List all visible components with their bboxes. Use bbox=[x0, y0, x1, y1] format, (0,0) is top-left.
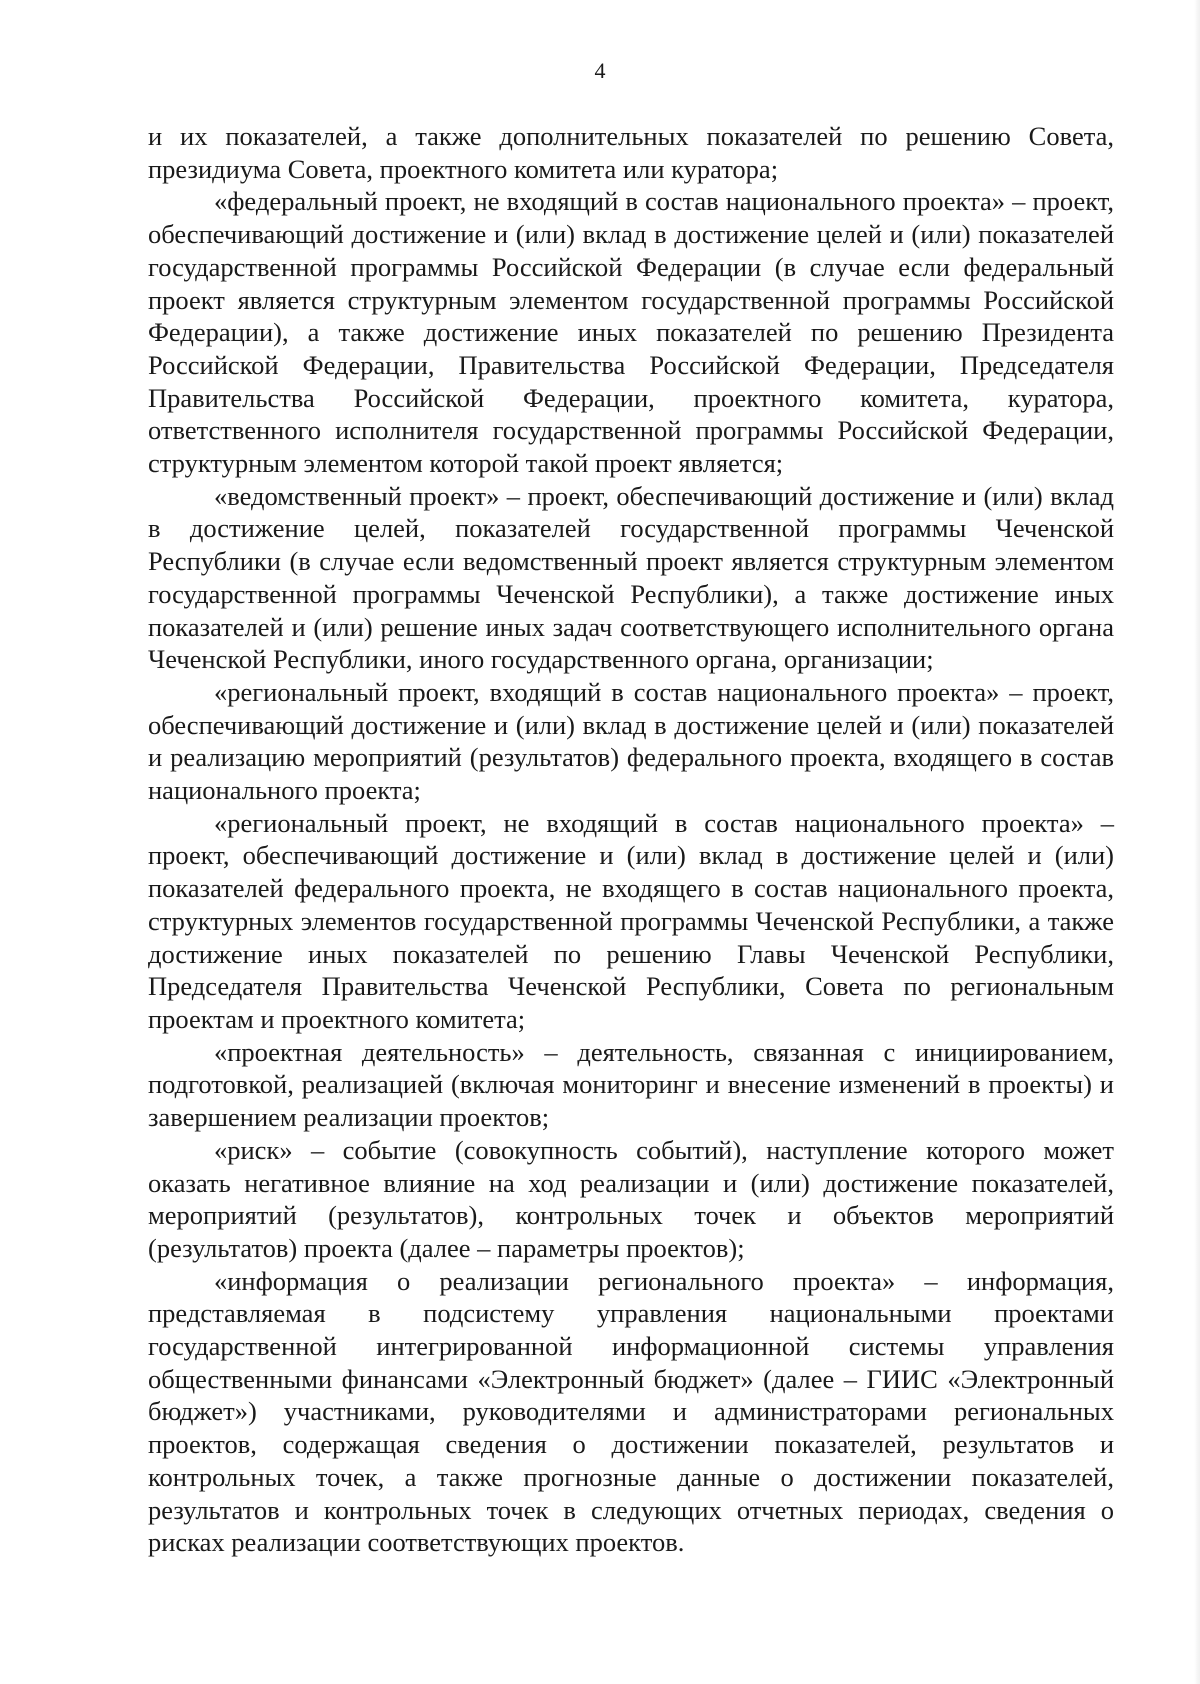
paragraph-departmental-project-definition: «ведомственный проект» – проект, обеспечивающий достижение и (или) вклад в достижение целей, показателей государственной программы Чеченской Республики (в случае если ведомственный проект является структурным элементом государственной программы Чеченской Республики), а также достижение иных показателей и (или) решение иных задач соответствующего исполнительного органа Чеченской Республики, иного государственного органа, организации; bbox=[148, 480, 1114, 675]
paragraph-regional-project-non-national-definition: «региональный проект, не входящий в состав национального проекта» – проект, обеспечивающий достижение и (или) вклад в достижение целей и (или) показателей федерального проекта, не входящего в состав национального проекта, структурных элементов государственной программы Чеченской Республики, а также достижение иных показателей по решению Главы Чеченской Республики, Председателя Правительства Чеченской Республики, Совета по региональным проектам и проектного комитета; bbox=[148, 807, 1114, 1034]
paragraph-implementation-info-definition: «информация о реализации регионального проекта» – информация, представляемая в подсистему управления национальными проектами государственной интегрированной информационной системы управления общественными финансами «Электронный бюджет» (далее – ГИИС «Электронный бюджет») участниками, руководителями и администраторами региональных проектов, содержащая сведения о достижении показателей, результатов и контрольных точек, а также прогнозные данные о достижении показателей, результатов и контрольных точек в следующих отчетных периодах, сведения о рисках реализации соответствующих проектов. bbox=[148, 1265, 1114, 1558]
page-number: 4 bbox=[594, 58, 606, 83]
paragraph-regional-project-national-definition: «региональный проект, входящий в состав национального проекта» – проект, обеспечивающий достижение и (или) вклад в достижение целей и (или) показателей и реализацию мероприятий (результатов) федерального проекта, входящего в состав национального проекта; bbox=[148, 676, 1114, 806]
paragraph-federal-project-definition: «федеральный проект, не входящий в состав национального проекта» – проект, обеспечивающий достижение и (или) вклад в достижение целей и (или) показателей государственной программы Российской Федерации (в случае если федеральный проект является структурным элементом государственной программы Российской Федерации), а также достижение иных показателей по решению Президента Российской Федерации, Правительства Российской Федерации, Председателя Правительства Российской Федерации, проектного комитета, куратора, ответственного исполнителя государственной программы Российской Федерации, структурным элементом которой такой проект является; bbox=[148, 186, 1114, 479]
paragraph-risk-definition: «риск» – событие (совокупность событий), наступление которого может оказать негативное влияние на ход реализации и (или) достижение показателей, мероприятий (результатов), контрольных точек и объектов мероприятий (результатов) проекта (далее – параметры проектов); bbox=[148, 1134, 1114, 1263]
paragraph-project-activity-definition: «проектная деятельность» – деятельность, связанная с инициированием, подготовкой, реализацией (включая мониторинг и внесение изменений в проекты) и завершением реализации проектов; bbox=[148, 1036, 1114, 1133]
document-body bbox=[148, 120, 1114, 1559]
scan-edge-shadow bbox=[1194, 0, 1200, 1684]
paragraph-continuation: и их показателей, а также дополнительных показателей по решению Совета, президиума Совета, проектного комитета или куратора; bbox=[148, 121, 1114, 184]
